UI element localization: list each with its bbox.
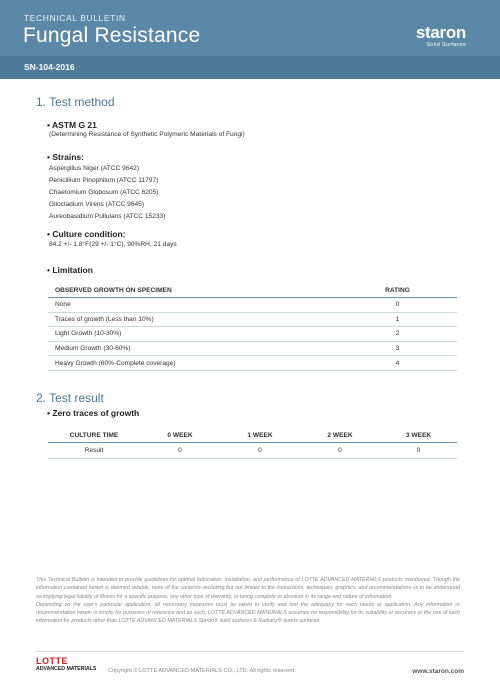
lotte-logo-sub: ADVANCED MATERIALS <box>36 666 97 672</box>
growth-cell: Heavy Growth (60%-Complete coverage) <box>48 356 338 371</box>
culture-value: 84.2 +/- 1.8°F(29 +/- 1°C), 90%RH, 21 days <box>49 241 177 248</box>
strain-item: Penicillium Pinophilum (ATCC 11797) <box>49 177 159 184</box>
copyright-text: Copyright © LOTTE ADVANCED MATERIALS CO., LTD. All rights reserved. <box>108 668 296 674</box>
rating-cell: 0 <box>338 298 457 313</box>
footer-divider <box>36 651 464 652</box>
column-header: OBSERVED GROWTH ON SPECIMEN <box>48 283 338 298</box>
result-table <box>48 428 457 459</box>
table-row <box>48 327 457 342</box>
page-title: Fungal Resistance <box>23 24 201 47</box>
result-summary: • Zero traces of growth <box>47 408 140 418</box>
table-header-row <box>48 428 457 443</box>
table-row <box>48 443 457 459</box>
result-row-label: Result <box>48 443 140 459</box>
logo-name: staron <box>415 23 466 42</box>
website-link[interactable]: www.staron.com <box>412 668 464 675</box>
document-code: SN-104-2016 <box>24 62 75 72</box>
column-header: CULTURE TIME <box>48 428 140 443</box>
table-row <box>48 298 457 313</box>
rating-cell: 2 <box>338 327 457 342</box>
strain-item: Chaetomium Globosum (ATCC 6205) <box>49 189 159 196</box>
rating-cell: 4 <box>338 356 457 371</box>
growth-cell: Medium Growth (30-60%) <box>48 341 338 356</box>
section-test-method-heading: 1. Test method <box>36 95 115 109</box>
table-row <box>48 312 457 327</box>
result-cell: 0 <box>380 443 457 459</box>
growth-cell: Light Growth (10-30%) <box>48 327 338 342</box>
standard-label: • ASTM G 21 <box>47 120 97 130</box>
result-cell: 0 <box>140 443 220 459</box>
strain-item: Aspergillus Niger (ATCC 9642) <box>49 165 140 172</box>
column-header: 3 WEEK <box>380 428 457 443</box>
lotte-logo-main: LOTTE <box>36 656 68 666</box>
standard-description: (Determining Resistance of Synthetic Polymeric Materials of Fungi) <box>49 131 245 138</box>
column-header: 2 WEEK <box>300 428 380 443</box>
rating-cell: 3 <box>338 341 457 356</box>
header-code-bar <box>0 56 500 79</box>
strain-item: Gliocladium Virens (ATCC 9645) <box>49 201 145 208</box>
result-cell: 0 <box>220 443 300 459</box>
bulletin-header <box>0 0 500 79</box>
table-header-row <box>48 283 457 298</box>
table-row <box>48 356 457 371</box>
section-test-result-heading: 2. Test result <box>36 391 104 405</box>
column-header: 1 WEEK <box>220 428 300 443</box>
bulletin-label: TECHNICAL BULLETIN <box>24 13 126 23</box>
strains-label: • Strains: <box>47 152 84 162</box>
staron-logo <box>416 24 466 49</box>
disclaimer <box>36 576 460 626</box>
column-header: 0 WEEK <box>140 428 220 443</box>
disclaimer-paragraph: Depending on the user's particular application, all necessary measures must be taken to verify and test the adequacy for such needs or application. Any information or recommendation herein is strictly for purposes of reference and as such, LOTTE ADVANCED MATERIALS assumes no responsibility for its suitability or accuracy or the use of such information for products other than LOTTE ADVANCED MATERIALS Staron® solid surfaces & Radianz® quartz surfaces. <box>36 601 460 625</box>
disclaimer-paragraph: This Technical Bulletin is intended to provide guidelines for optimal fabrication, installation, and performance of LOTTE ADVANCED MATERIALS products mentioned. Though the information contained herein is deemed reliable, none of the contents–including but not limited to the instructions, techniques, graphics, and recommendations–is to be understood as implying legal liability of fitness for a specific purpose, any other type of warranty, or being complete or absolute in its range and nature of information. <box>36 577 460 600</box>
rating-cell: 1 <box>338 312 457 327</box>
strain-item: Aureobasidium Pullulans (ATCC 15233) <box>49 213 166 220</box>
limitation-table <box>48 283 457 371</box>
growth-cell: None <box>48 298 338 313</box>
column-header: RATING <box>338 283 457 298</box>
result-cell: 0 <box>300 443 380 459</box>
culture-label: • Culture condition: <box>47 229 126 239</box>
limitation-label: • Limitation <box>47 265 93 275</box>
logo-tagline: Solid Surfaces <box>426 42 466 48</box>
strains-list <box>49 163 165 223</box>
table-row <box>48 341 457 356</box>
growth-cell: Traces of growth (Less than 10%) <box>48 312 338 327</box>
lotte-logo <box>36 657 96 673</box>
